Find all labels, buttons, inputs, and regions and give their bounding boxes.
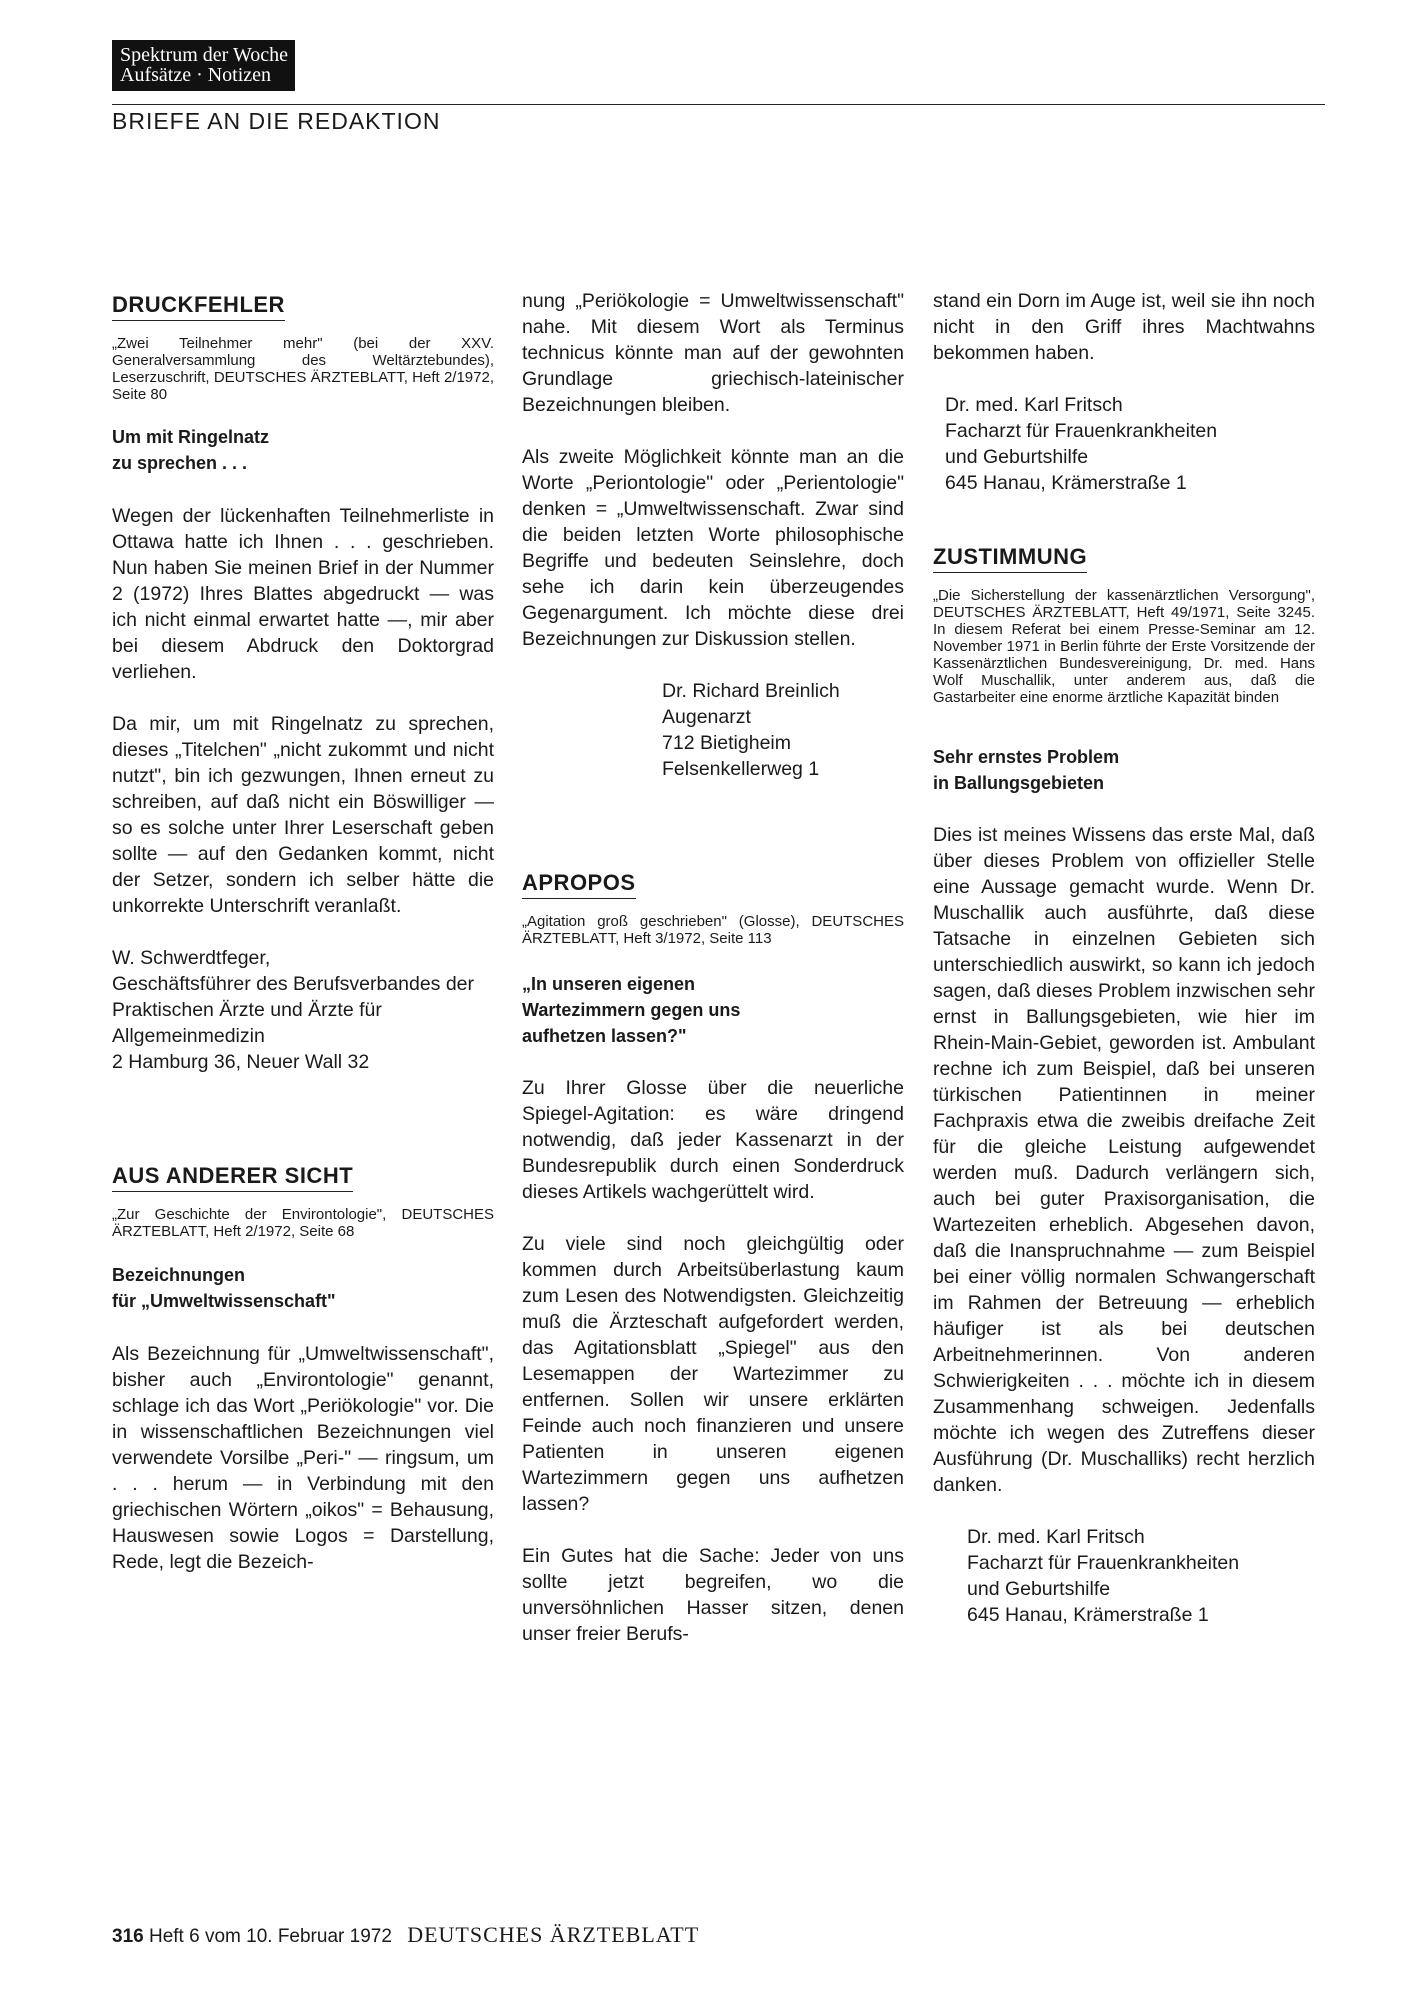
reference-note: „Die Sicherstellung der kassenärztlichen Versorgung", DEUTSCHES ÄRZTEBLATT, Heft 49/1971, Seite 3245. In diesem Referat bei einem Presse-Seminar am 12. November 1971 in Berlin führte der Erste Vorsitzende der Kassenärztlichen Bundesvereinigung, Dr. med. Hans Wolf Muschallik, unter anderem aus, daß die Gastarbeiter eine enorme ärztliche Kapazität binden <box>933 587 1315 706</box>
signature-line: und Geburtshilfe <box>945 446 1089 468</box>
letter-heading <box>112 1262 494 1314</box>
signature-line: Dr. med. Karl Fritsch <box>945 394 1123 416</box>
letter-signature <box>933 392 1315 496</box>
signature-line: W. Schwerdtfeger, <box>112 947 271 969</box>
column-3 <box>933 292 1315 1628</box>
heading-line: Wartezimmern gegen uns <box>522 1000 741 1020</box>
heading-line: zu sprechen . . . <box>112 453 248 473</box>
letter-paragraph: Ein Gutes hat die Sache: Jeder von uns sollte jetzt begreifen, wo die unversöhnlichen Hasser sitzen, denen unser freier Berufs- <box>522 1545 904 1645</box>
section-title-druckfehler: DRUCKFEHLER <box>112 292 285 321</box>
heading-line: in Ballungsgebieten <box>933 773 1105 793</box>
page-title: BRIEFE AN DIE REDAKTION <box>112 108 441 134</box>
letter-paragraph: stand ein Dorn im Auge ist, weil sie ihn noch nicht in den Griff ihres Machtwahns bekommen haben. <box>933 290 1315 364</box>
letter-signature <box>522 678 904 782</box>
signature-line: 712 Bietigheim <box>662 732 791 754</box>
signature-line: Geschäftsführer des Berufsverbandes der Praktischen Ärzte und Ärzte für Allgemeinmedizin <box>112 973 475 1047</box>
letter-paragraph: Zu viele sind noch gleichgültig oder kommen durch Arbeitsüberlastung kaum zum Lesen des Notwendigsten. Gleichzeitig muß die Ärzteschaft aufgefordert werden, das Agitationsblatt „Spiegel" aus den Lesemappen der Wartezimmer zu entfernen. Sollen wir unsere erklärten Feinde auch noch finanzieren und unsere Patienten in unseren eigenen Wartezimmern gegen uns aufhetzen lassen? <box>522 1233 904 1515</box>
magazine-name: DEUTSCHES ÄRZTEBLATT <box>407 1922 700 1947</box>
section-title-zustimmung: ZUSTIMMUNG <box>933 544 1087 573</box>
badge-line-1: Spektrum der Woche <box>120 44 288 66</box>
signature-line: Augenarzt <box>662 706 751 728</box>
signature-line: Dr. Richard Breinlich <box>662 680 840 702</box>
issue-info: Heft 6 vom 10. Februar 1972 <box>148 1926 392 1947</box>
signature-line: Facharzt für Frauenkrankheiten <box>945 420 1218 442</box>
section-title-aus-anderer-sicht: AUS ANDERER SICHT <box>112 1163 353 1192</box>
header-rule <box>112 104 1325 105</box>
signature-line: 645 Hanau, Krämerstraße 1 <box>945 472 1187 494</box>
signature-line: 645 Hanau, Krämerstraße 1 <box>967 1604 1209 1626</box>
letter-heading <box>112 424 494 476</box>
signature-line: Dr. med. Karl Fritsch <box>967 1526 1145 1548</box>
column-1 <box>112 292 494 1575</box>
heading-line: für „Umweltwissenschaft" <box>112 1291 336 1311</box>
reference-note: „Zwei Teilnehmer mehr" (bei der XXV. Generalversammlung des Weltärztebundes), Leserzuschrift, DEUTSCHES ÄRZTEBLATT, Heft 2/1972, Seite 80 <box>112 335 494 403</box>
heading-line: „In unseren eigenen <box>522 974 696 994</box>
letter-paragraph: Als zweite Möglichkeit könnte man an die Worte „Periontologie" oder „Perientologie" denken = „Umweltwissenschaft. Zwar sind die beiden letzten Worte philosophische Begriffe und bedeuten Seinslehre, doch sehe ich darin kein überzeugendes Gegenargument. Ich möchte diese drei Bezeichnungen zur Diskussion stellen. <box>522 446 904 650</box>
heading-line: Bezeichnungen <box>112 1265 246 1285</box>
letter-paragraph: Als Bezeichnung für „Umweltwissenschaft", bisher auch „Environtologie" genannt, schlage ich das Wort „Periökologie" vor. Die in wissenschaftlichen Bezeichnungen viel verwendete Vorsilbe „Peri-" — ringsum, um . . . herum — in Verbindung mit den griechischen Wörtern „oikos" = Behausung, Hauswesen sowie Logos = Darstellung, Rede, legt die Bezeich- <box>112 1343 494 1573</box>
letter-signature <box>112 945 494 1075</box>
signature-line: Felsenkellerweg 1 <box>662 758 820 780</box>
page-number: 316 <box>112 1926 144 1947</box>
badge-line-2: Aufsätze · Notizen <box>120 64 272 86</box>
letter-heading <box>933 744 1315 796</box>
section-badge <box>112 40 295 91</box>
letter-paragraph: nung „Periökologie = Umweltwissenschaft" nahe. Mit diesem Wort als Terminus technicus könnte man auf der gewohnten Grundlage griechisch-lateinischer Bezeichnungen bleiben. <box>522 290 904 416</box>
reference-note: „Agitation groß geschrieben" (Glosse), DEUTSCHES ÄRZTEBLATT, Heft 3/1972, Seite 113 <box>522 913 904 947</box>
letter-paragraph: Da mir, um mit Ringelnatz zu sprechen, dieses „Titelchen" „nicht zukommt und nicht nutzt", bin ich gezwungen, Ihnen erneut zu schreiben, auf daß nicht ein Böswilliger — so es solche unter Ihrer Leserschaft geben sollte — auf den Gedanken kommt, nicht der Setzer, sondern ich selber hätte die unkorrekte Unterschrift veranlaßt. <box>112 713 494 917</box>
letter-paragraph: Dies ist meines Wissens das erste Mal, daß über dieses Problem von offizieller Stelle eine Aussage gemacht wurde. Wenn Dr. Muschallik auch ausführte, daß diese Tatsache in einzelnen Gebieten sich unterschiedlich auswirkt, so kann ich jedoch sagen, daß dieses Problem inzwischen sehr ernst in Ballungsgebieten, wie hier im Rhein-Main-Gebiet, geworden ist. Ambulant rechne ich zum Beispiel, daß bei unseren türkischen Patientinnen in meiner Fachpraxis etwa die zweibis dreifache Zeit für die gleiche Leistung aufgewendet werden muß. Dadurch verlängern sich, auch bei guter Praxisorganisation, die Wartezeiten erheblich. Abgesehen davon, daß die Inanspruchnahme — zum Beispiel bei einer völlig normalen Schwangerschaft im Rahmen der Betreuung — erheblich häufiger ist als bei deutschen Arbeitnehmerinnen. Von anderen Schwierigkeiten . . . möchte ich in diesem Zusammenhang schweigen. Jedenfalls möchte ich wegen des Zutreffens dieser Ausführung (Dr. Muschalliks) recht herzlich danken. <box>933 824 1315 1496</box>
heading-line: Um mit Ringelnatz <box>112 427 270 447</box>
section-title-apropos: APROPOS <box>522 870 636 899</box>
reference-note: „Zur Geschichte der Environtologie", DEUTSCHES ÄRZTEBLATT, Heft 2/1972, Seite 68 <box>112 1206 494 1240</box>
signature-line: Facharzt für Frauenkrankheiten <box>967 1552 1240 1574</box>
letter-heading <box>522 971 904 1049</box>
signature-line: und Geburtshilfe <box>967 1578 1111 1600</box>
letter-paragraph: Zu Ihrer Glosse über die neuerliche Spiegel-Agitation: es wäre dringend notwendig, daß jeder Kassenarzt in der Bundesrepublik durch einen Sonderdruck dieses Artikels wachgerüttelt wird. <box>522 1077 904 1203</box>
letter-paragraph: Wegen der lückenhaften Teilnehmerliste in Ottawa hatte ich Ihnen . . . geschrieben. Nun haben Sie meinen Brief in der Nummer 2 (1972) Ihres Blattes abgedruckt — was ich nicht einmal erwartet hatte —, mir aber bei diesem Abdruck den Doktorgrad verliehen. <box>112 505 494 683</box>
column-2 <box>522 292 904 1647</box>
letter-signature <box>933 1524 1315 1628</box>
heading-line: aufhetzen lassen?" <box>522 1026 687 1046</box>
page-footer <box>112 1922 699 1948</box>
signature-line: 2 Hamburg 36, Neuer Wall 32 <box>112 1051 370 1073</box>
heading-line: Sehr ernstes Problem <box>933 747 1120 767</box>
